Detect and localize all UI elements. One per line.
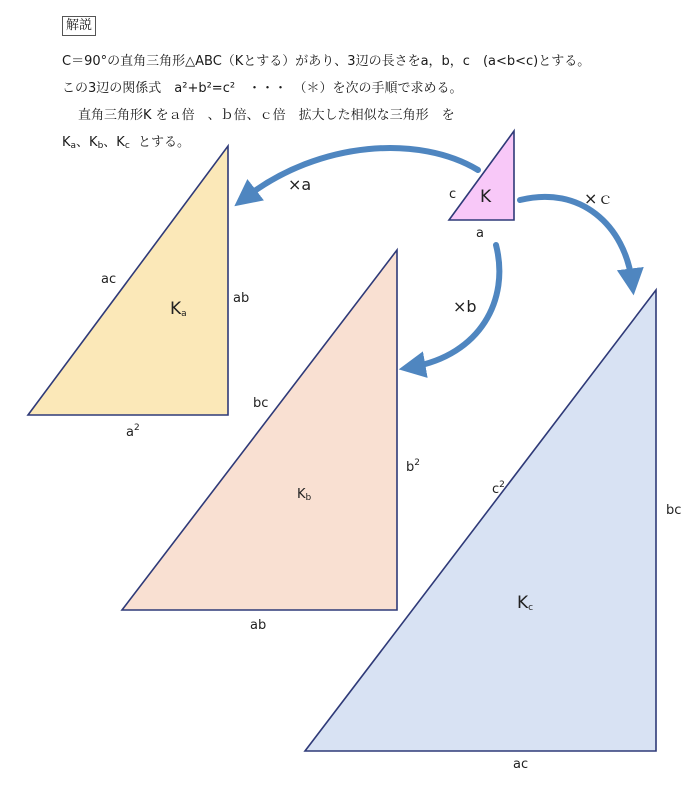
- arrow-label-a: ×a: [288, 175, 312, 194]
- arrow-label-c: ×ｃ: [584, 189, 614, 208]
- text-line-3: 直角三角形K をａ倍 、ｂ倍、ｃ倍 拡大した相似な三角形 を: [78, 108, 455, 123]
- triangle-kb-vert: $b^2$: [406, 458, 420, 475]
- triangle-kc-vert: bc: [666, 503, 682, 518]
- triangle-kb-base: ab: [250, 618, 267, 633]
- text-line-1: C＝90°の直角三角形△ABC（Kとする）があり、3辺の長さをa，b，c (a<b<c)とする。: [62, 54, 591, 69]
- triangle-kc-base: ac: [513, 757, 529, 772]
- triangle-k-side-c: c: [449, 187, 457, 202]
- text-line-2: この3辺の関係式 a²+b²=c² ・・・ （＊）を次の手順で求める。: [62, 81, 463, 96]
- arrow-times-a: [245, 148, 478, 198]
- triangle-kb-hyp: bc: [253, 396, 269, 411]
- triangle-kb-name: $K_b$: [297, 487, 312, 503]
- text-line-4: $K_a$、$K_b$、$K_c$ とする。: [62, 135, 191, 151]
- triangle-kc-hyp: $c^2$: [492, 480, 505, 497]
- triangle-k-name: K: [480, 187, 492, 207]
- triangle-ka-base: $a^2$: [126, 423, 140, 440]
- arrow-label-b: ×b: [453, 297, 477, 316]
- arrow-times-c: [520, 197, 632, 282]
- triangle-ka-name: $K_a$: [170, 299, 187, 319]
- triangle-ka-vert: ab: [233, 291, 250, 306]
- triangle-ka: [28, 146, 228, 415]
- triangle-kc-name: $K_c$: [517, 593, 534, 613]
- triangle-k-side-a: a: [476, 226, 484, 241]
- heading-label: 解説: [66, 18, 93, 33]
- triangle-ka-hyp: ac: [101, 272, 117, 287]
